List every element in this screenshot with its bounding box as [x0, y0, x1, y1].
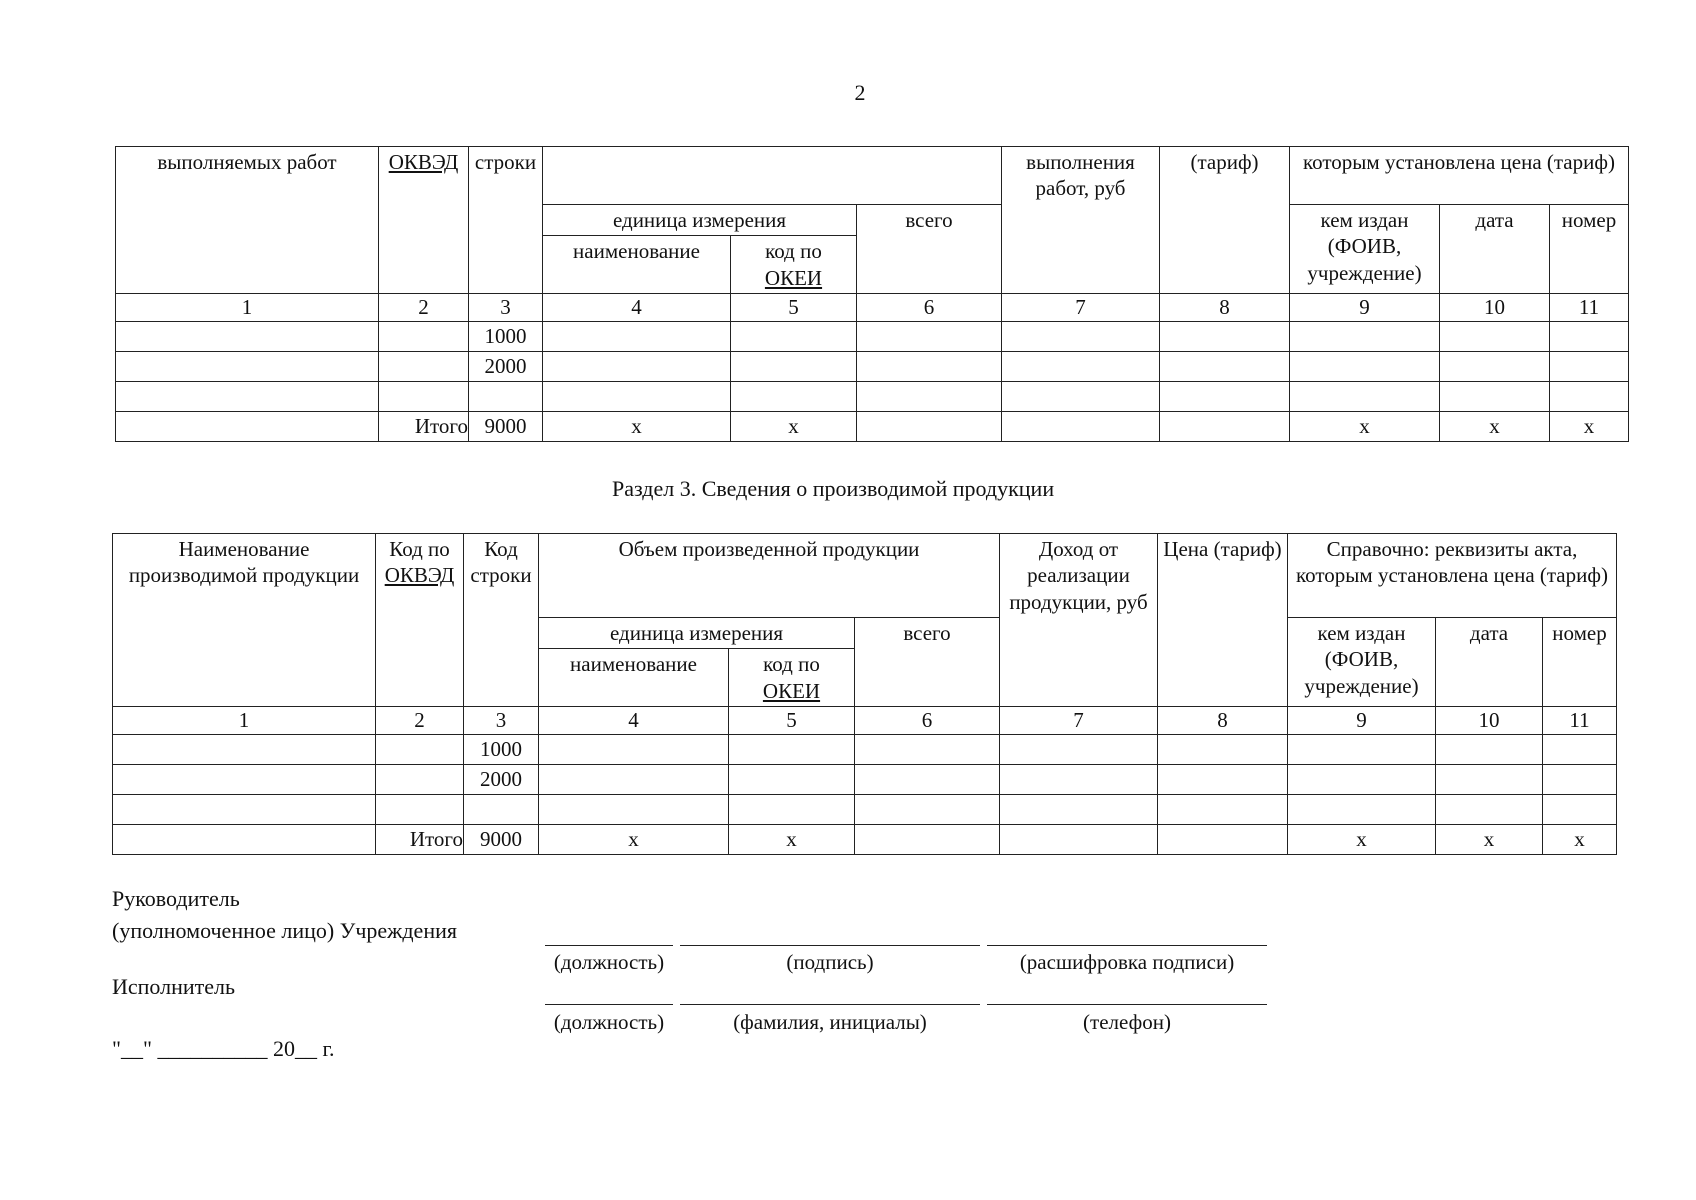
t2-colnum: 8 [1158, 706, 1288, 734]
position-line [545, 945, 673, 946]
t1-colnum: 3 [469, 293, 543, 321]
t1-colnum: 4 [543, 293, 731, 321]
x-mark: х [1290, 411, 1440, 441]
t1-colnum: 5 [731, 293, 857, 321]
t2-header-unit-name: наименование [539, 649, 729, 707]
total-label: Итого [376, 824, 464, 854]
products-table [112, 533, 1617, 855]
t1-header-date: дата [1440, 205, 1550, 294]
t1-colnum: 7 [1002, 293, 1160, 321]
t2-header-row-code: Код строки [464, 534, 539, 707]
t1-header-volume-blank [543, 147, 1002, 205]
t1-header-tariff: (тариф) [1160, 147, 1290, 294]
t1-header-works: выполняемых работ [116, 147, 379, 294]
decoding-line [987, 945, 1267, 946]
t1-colnum: 8 [1160, 293, 1290, 321]
table-row [116, 321, 1629, 351]
t2-header-volume: Объем произведенной продукции [539, 534, 1000, 618]
x-mark: х [731, 411, 857, 441]
t2-colnum: 1 [113, 706, 376, 734]
x-mark: х [1550, 411, 1629, 441]
row-code: 1000 [464, 734, 539, 764]
total-row [113, 824, 1617, 854]
works-table [115, 146, 1629, 442]
t1-header-unit-code: код по ОКЕИ [731, 236, 857, 294]
t2-header-okved: Код по ОКВЭД [376, 534, 464, 707]
executor-label: Исполнитель [112, 974, 236, 999]
t2-colnum: 2 [376, 706, 464, 734]
t2-colnum: 5 [729, 706, 855, 734]
x-mark: х [543, 411, 731, 441]
t1-header-total: всего [857, 205, 1002, 294]
t1-header-row-code: строки [469, 147, 543, 294]
t1-colnum: 6 [857, 293, 1002, 321]
t1-colnum: 10 [1440, 293, 1550, 321]
t1-colnum: 11 [1550, 293, 1629, 321]
name-line [680, 1004, 980, 1005]
x-mark: х [1543, 824, 1617, 854]
x-mark: х [729, 824, 855, 854]
caption-decoding: (расшифровка подписи) [1019, 950, 1235, 974]
t2-header-unit-code: код по ОКЕИ [729, 649, 855, 707]
x-mark: х [1436, 824, 1543, 854]
table-row [113, 764, 1617, 794]
t2-colnum: 3 [464, 706, 539, 734]
t1-header-revenue: выполнения работ, руб [1002, 147, 1160, 294]
t2-header-product: Наименование производимой продукции [113, 534, 376, 707]
t1-header-unit-name: наименование [543, 236, 731, 294]
phone-line [987, 1004, 1267, 1005]
x-mark: х [1440, 411, 1550, 441]
caption-name: (фамилия, инициалы) [733, 1010, 927, 1034]
table-row [113, 734, 1617, 764]
t1-header-act: которым установлена цена (тариф) [1290, 147, 1629, 205]
total-code: 9000 [464, 824, 539, 854]
date-line: "__" __________ 20__ г. [112, 1036, 335, 1061]
t2-header-date: дата [1436, 618, 1543, 707]
caption-position: (должность) [553, 950, 665, 974]
table-row [116, 381, 1629, 411]
t1-header-issued-by: кем издан (ФОИВ, учреждение) [1290, 205, 1440, 294]
row-code: 2000 [469, 351, 543, 381]
caption-phone: (телефон) [1083, 1010, 1171, 1034]
total-label: Итого [379, 411, 469, 441]
t2-header-number: номер [1543, 618, 1617, 707]
total-code: 9000 [469, 411, 543, 441]
table-row [113, 794, 1617, 824]
row-code: 2000 [464, 764, 539, 794]
t1-colnum: 2 [379, 293, 469, 321]
page-number: 2 [854, 80, 866, 105]
t2-header-total: всего [855, 618, 1000, 707]
t2-colnum: 4 [539, 706, 729, 734]
row-code [469, 381, 543, 411]
t1-colnum: 1 [116, 293, 379, 321]
caption-position-2: (должность) [553, 1010, 665, 1034]
t2-header-price: Цена (тариф) [1158, 534, 1288, 707]
t1-header-okved: ОКВЭД [379, 147, 469, 294]
caption-signature: (подпись) [786, 950, 874, 974]
t1-colnum: 9 [1290, 293, 1440, 321]
t2-colnum: 7 [1000, 706, 1158, 734]
head-label-sub: (уполномоченное лицо) Учреждения [112, 918, 457, 943]
t2-header-unit: единица измерения [539, 618, 855, 649]
x-mark: х [1288, 824, 1436, 854]
signature-line [680, 945, 980, 946]
t1-header-number: номер [1550, 205, 1629, 294]
row-code: 1000 [469, 321, 543, 351]
t2-header-act: Справочно: реквизиты акта, которым установлена цена (тариф) [1288, 534, 1617, 618]
section-3-title: Раздел 3. Сведения о производимой продукции [612, 476, 1055, 501]
t2-colnum: 10 [1436, 706, 1543, 734]
t2-colnum: 6 [855, 706, 1000, 734]
head-label: Руководитель [112, 886, 240, 911]
position-line-2 [545, 1004, 673, 1005]
x-mark: х [539, 824, 729, 854]
total-row [116, 411, 1629, 441]
t2-colnum: 11 [1543, 706, 1617, 734]
t2-header-revenue: Доход от реализации продукции, руб [1000, 534, 1158, 707]
row-code [464, 794, 539, 824]
table-row [116, 351, 1629, 381]
t2-header-issued-by: кем издан (ФОИВ, учреждение) [1288, 618, 1436, 707]
t1-header-unit: единица измерения [543, 205, 857, 236]
t2-colnum: 9 [1288, 706, 1436, 734]
